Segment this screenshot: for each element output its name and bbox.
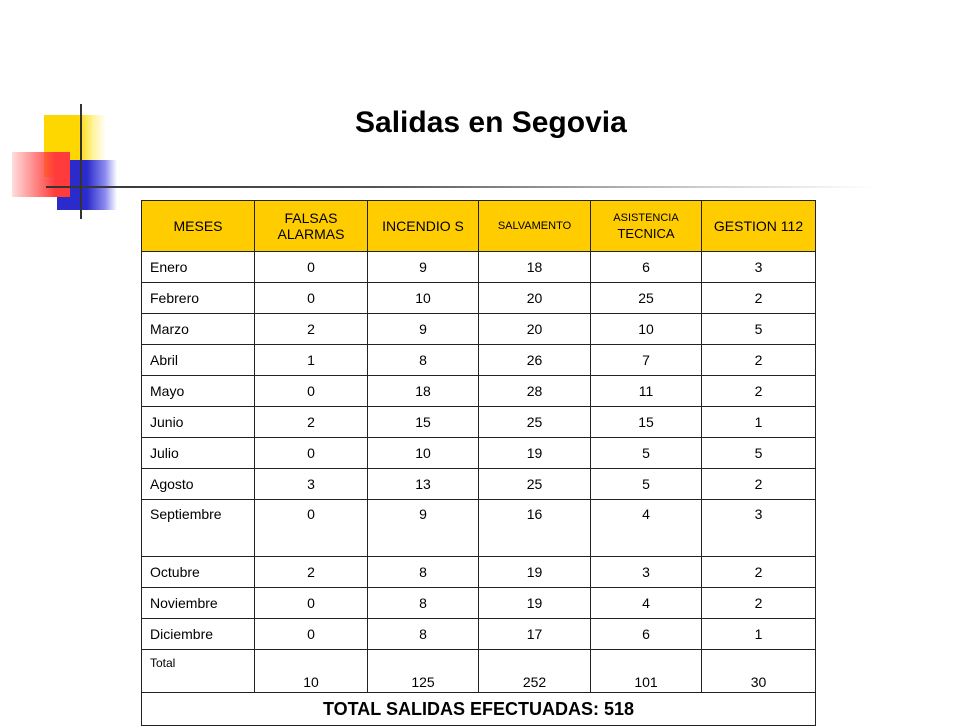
total-falsas: 10: [255, 650, 368, 693]
cell-mes: Noviembre: [142, 588, 255, 619]
decorative-red-square: [12, 152, 70, 197]
table-footer-row: [142, 693, 816, 726]
cell-incendios: 10: [368, 438, 479, 469]
cell-salvamento: 19: [479, 438, 591, 469]
cell-falsas: 0: [255, 376, 368, 407]
header-incendios: INCENDIO S: [368, 201, 479, 252]
table-row: [142, 252, 816, 283]
header-asistencia-tecnica: [591, 201, 702, 252]
cell-falsas: 0: [255, 252, 368, 283]
cell-gestion: 2: [702, 345, 816, 376]
cell-salvamento: 19: [479, 588, 591, 619]
table-row: [142, 557, 816, 588]
cell-incendios: 8: [368, 588, 479, 619]
cell-incendios: 10: [368, 283, 479, 314]
cell-salvamento: 20: [479, 283, 591, 314]
header-asistencia-top: ASISTENCIA: [613, 212, 679, 224]
cell-falsas: 2: [255, 557, 368, 588]
cell-salvamento: 20: [479, 314, 591, 345]
cell-falsas: 0: [255, 283, 368, 314]
cell-incendios: 9: [368, 500, 479, 557]
cell-gestion: 5: [702, 314, 816, 345]
cell-falsas: 0: [255, 619, 368, 650]
table-row: [142, 376, 816, 407]
cell-falsas: 0: [255, 500, 368, 557]
decorative-vertical-line: [80, 104, 82, 219]
cell-salvamento: 25: [479, 469, 591, 500]
cell-asistencia: 4: [591, 588, 702, 619]
cell-salvamento: 18: [479, 252, 591, 283]
cell-asistencia: 7: [591, 345, 702, 376]
cell-gestion: 2: [702, 469, 816, 500]
cell-asistencia: 15: [591, 407, 702, 438]
cell-asistencia: 4: [591, 500, 702, 557]
total-label: Total: [142, 650, 255, 693]
cell-incendios: 8: [368, 619, 479, 650]
cell-asistencia: 3: [591, 557, 702, 588]
cell-mes: Julio: [142, 438, 255, 469]
table-row: [142, 619, 816, 650]
page-title: Salidas en Segovia: [355, 106, 627, 139]
cell-mes: Octubre: [142, 557, 255, 588]
cell-salvamento: 16: [479, 500, 591, 557]
cell-gestion: 2: [702, 376, 816, 407]
cell-salvamento: 28: [479, 376, 591, 407]
header-meses: MESES: [142, 201, 255, 252]
header-salvamento: SALVAMENTO: [479, 201, 591, 252]
cell-incendios: 9: [368, 252, 479, 283]
cell-falsas: 2: [255, 407, 368, 438]
cell-mes: Abril: [142, 345, 255, 376]
header-asistencia-bottom: TECNICA: [617, 226, 675, 241]
table-header-row: [142, 201, 816, 252]
table-row: [142, 283, 816, 314]
cell-asistencia: 6: [591, 619, 702, 650]
cell-falsas: 0: [255, 588, 368, 619]
table-row: [142, 500, 816, 557]
cell-asistencia: 10: [591, 314, 702, 345]
table-row: [142, 588, 816, 619]
cell-salvamento: 26: [479, 345, 591, 376]
cell-mes: Septiembre: [142, 500, 255, 557]
cell-mes: Agosto: [142, 469, 255, 500]
table-row: [142, 469, 816, 500]
total-salvamento: 252: [479, 650, 591, 693]
cell-incendios: 8: [368, 345, 479, 376]
cell-mes: Marzo: [142, 314, 255, 345]
cell-mes: Junio: [142, 407, 255, 438]
cell-asistencia: 6: [591, 252, 702, 283]
cell-mes: Febrero: [142, 283, 255, 314]
decorative-horizontal-line: [46, 186, 876, 188]
total-gestion: 30: [702, 650, 816, 693]
table-row: [142, 345, 816, 376]
cell-gestion: 3: [702, 252, 816, 283]
cell-mes: Diciembre: [142, 619, 255, 650]
cell-falsas: 0: [255, 438, 368, 469]
cell-falsas: 1: [255, 345, 368, 376]
cell-asistencia: 25: [591, 283, 702, 314]
cell-gestion: 5: [702, 438, 816, 469]
cell-incendios: 13: [368, 469, 479, 500]
cell-asistencia: 11: [591, 376, 702, 407]
cell-salvamento: 17: [479, 619, 591, 650]
cell-incendios: 9: [368, 314, 479, 345]
cell-gestion: 1: [702, 619, 816, 650]
cell-incendios: 8: [368, 557, 479, 588]
cell-mes: Enero: [142, 252, 255, 283]
cell-incendios: 18: [368, 376, 479, 407]
salidas-table: [141, 200, 816, 726]
cell-gestion: 1: [702, 407, 816, 438]
header-gestion-112: GESTION 112: [702, 201, 816, 252]
cell-falsas: 2: [255, 314, 368, 345]
header-falsas-alarmas: FALSAS ALARMAS: [255, 201, 368, 252]
table-total-row: [142, 650, 816, 693]
cell-asistencia: 5: [591, 438, 702, 469]
cell-gestion: 2: [702, 283, 816, 314]
total-incendios: 125: [368, 650, 479, 693]
table-row: [142, 438, 816, 469]
table-row: [142, 314, 816, 345]
cell-mes: Mayo: [142, 376, 255, 407]
cell-salvamento: 19: [479, 557, 591, 588]
cell-asistencia: 5: [591, 469, 702, 500]
cell-gestion: 3: [702, 500, 816, 557]
cell-salvamento: 25: [479, 407, 591, 438]
cell-gestion: 2: [702, 588, 816, 619]
total-salidas-summary: TOTAL SALIDAS EFECTUADAS: 518: [142, 693, 816, 726]
cell-gestion: 2: [702, 557, 816, 588]
cell-incendios: 15: [368, 407, 479, 438]
cell-falsas: 3: [255, 469, 368, 500]
table-row: [142, 407, 816, 438]
total-asistencia: 101: [591, 650, 702, 693]
